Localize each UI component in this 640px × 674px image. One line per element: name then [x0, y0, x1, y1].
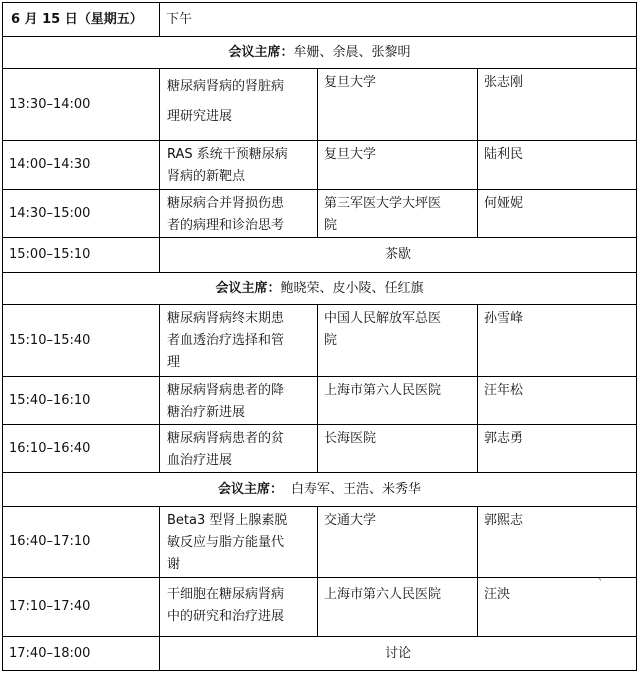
speaker-cell: 汪年松: [478, 377, 637, 425]
chair-label: 会议主席：: [228, 44, 294, 60]
institution-line: 第三军医大学大坪医: [324, 196, 442, 211]
speaker-cell: 陆利民: [478, 141, 637, 190]
break-cell: 茶歇: [160, 238, 637, 273]
institution-cell: [318, 190, 478, 238]
break-cell: 讨论: [160, 637, 637, 671]
time-cell: 14:30–15:00: [3, 190, 160, 238]
chair-cell: [3, 473, 637, 507]
institution-cell: [318, 69, 478, 141]
session-row: [3, 190, 637, 238]
speaker-cell: 何娅妮: [478, 190, 637, 238]
time-cell: 14:00–14:30: [3, 141, 160, 190]
institution-cell: [318, 377, 478, 425]
date-cell: 6 月 15 日（星期五）: [3, 3, 160, 37]
topic-line: 者的病理和诊治思考: [167, 218, 285, 233]
topic-line: 理研究进展: [167, 109, 233, 124]
topic-cell: [160, 190, 318, 238]
session-row: [3, 507, 637, 578]
topic-cell: [160, 305, 318, 377]
stray-mark: 、: [598, 572, 608, 583]
time-cell: 17:40–18:00: [3, 637, 160, 671]
topic-line: 血治疗进展: [167, 453, 233, 468]
chair-label: 会议主席：: [217, 481, 283, 497]
session-row: [3, 141, 637, 190]
topic-cell: [160, 425, 318, 473]
break-row: [3, 238, 637, 273]
topic-line: 谢: [167, 557, 181, 572]
institution-line: 院: [324, 333, 338, 348]
speaker-cell: 孙雪峰: [478, 305, 637, 377]
chair-cell: [3, 37, 637, 69]
institution-cell: [318, 305, 478, 377]
topic-cell: [160, 377, 318, 425]
speaker-cell: 郭志勇: [478, 425, 637, 473]
topic-line: 糖尿病肾病患者的降: [167, 383, 285, 398]
institution-line: 复旦大学: [324, 147, 377, 162]
chair-names: 鲍晓荣、皮小陵、任红旗: [280, 280, 424, 296]
institution-cell: [318, 507, 478, 578]
topic-line: 敏反应与脂方能量代: [167, 535, 285, 550]
institution-line: 院: [324, 218, 338, 233]
topic-line: 中的研究和治疗进展: [167, 609, 285, 624]
session-row: [3, 578, 637, 637]
time-cell: 15:40–16:10: [3, 377, 160, 425]
topic-line: 糖治疗新进展: [167, 405, 246, 420]
chair-label: 会议主席：: [215, 280, 281, 296]
topic-line: 糖尿病肾病患者的贫: [167, 431, 285, 446]
topic-cell: [160, 507, 318, 578]
institution-cell: [318, 141, 478, 190]
topic-line: 干细胞在糖尿病肾病: [167, 587, 285, 602]
topic-line: 糖尿病合并肾损伤患: [167, 196, 285, 211]
break-row: [3, 637, 637, 671]
topic-cell: [160, 69, 318, 141]
chair-row: [3, 273, 637, 305]
speaker-cell: 汪泱: [478, 578, 637, 637]
time-cell: 15:10–15:40: [3, 305, 160, 377]
header-row: [3, 3, 637, 37]
chair-names: 牟姗、余晨、张黎明: [293, 44, 411, 60]
time-cell: 16:40–17:10: [3, 507, 160, 578]
time-cell: 16:10–16:40: [3, 425, 160, 473]
session-row: [3, 377, 637, 425]
institution-line: 长海医院: [324, 431, 377, 446]
session-row: [3, 305, 637, 377]
afternoon-cell: 下午: [160, 3, 637, 37]
schedule-table: [2, 2, 637, 671]
topic-line: 理: [167, 355, 181, 370]
topic-line: 糖尿病肾病终末期患: [167, 311, 285, 326]
speaker-cell: 郭熙志: [478, 507, 637, 578]
time-cell: 15:00–15:10: [3, 238, 160, 273]
institution-line: 交通大学: [324, 513, 377, 528]
topic-line: 者血透治疗选择和管: [167, 333, 285, 348]
institution-line: 上海市第六人民医院: [324, 587, 442, 602]
time-cell: 13:30–14:00: [3, 69, 160, 141]
speaker-cell: 张志刚: [478, 69, 637, 141]
institution-line: 中国人民解放军总医: [324, 311, 442, 326]
topic-line: Beta3 型肾上腺素脱: [167, 513, 288, 528]
topic-cell: [160, 578, 318, 637]
institution-line: 复旦大学: [324, 75, 377, 90]
time-cell: 17:10–17:40: [3, 578, 160, 637]
chair-cell: [3, 273, 637, 305]
chair-row: [3, 37, 637, 69]
topic-line: 肾病的新靶点: [167, 169, 246, 184]
topic-cell: [160, 141, 318, 190]
session-row: [3, 69, 637, 141]
topic-line: RAS 系统干预糖尿病: [167, 147, 288, 162]
topic-line: 糖尿病肾病的肾脏病: [167, 79, 285, 94]
institution-cell: [318, 578, 478, 637]
institution-cell: [318, 425, 478, 473]
chair-row: [3, 473, 637, 507]
institution-line: 上海市第六人民医院: [324, 383, 442, 398]
session-row: [3, 425, 637, 473]
chair-names: 白寿军、王浩、米秀华: [291, 481, 422, 497]
